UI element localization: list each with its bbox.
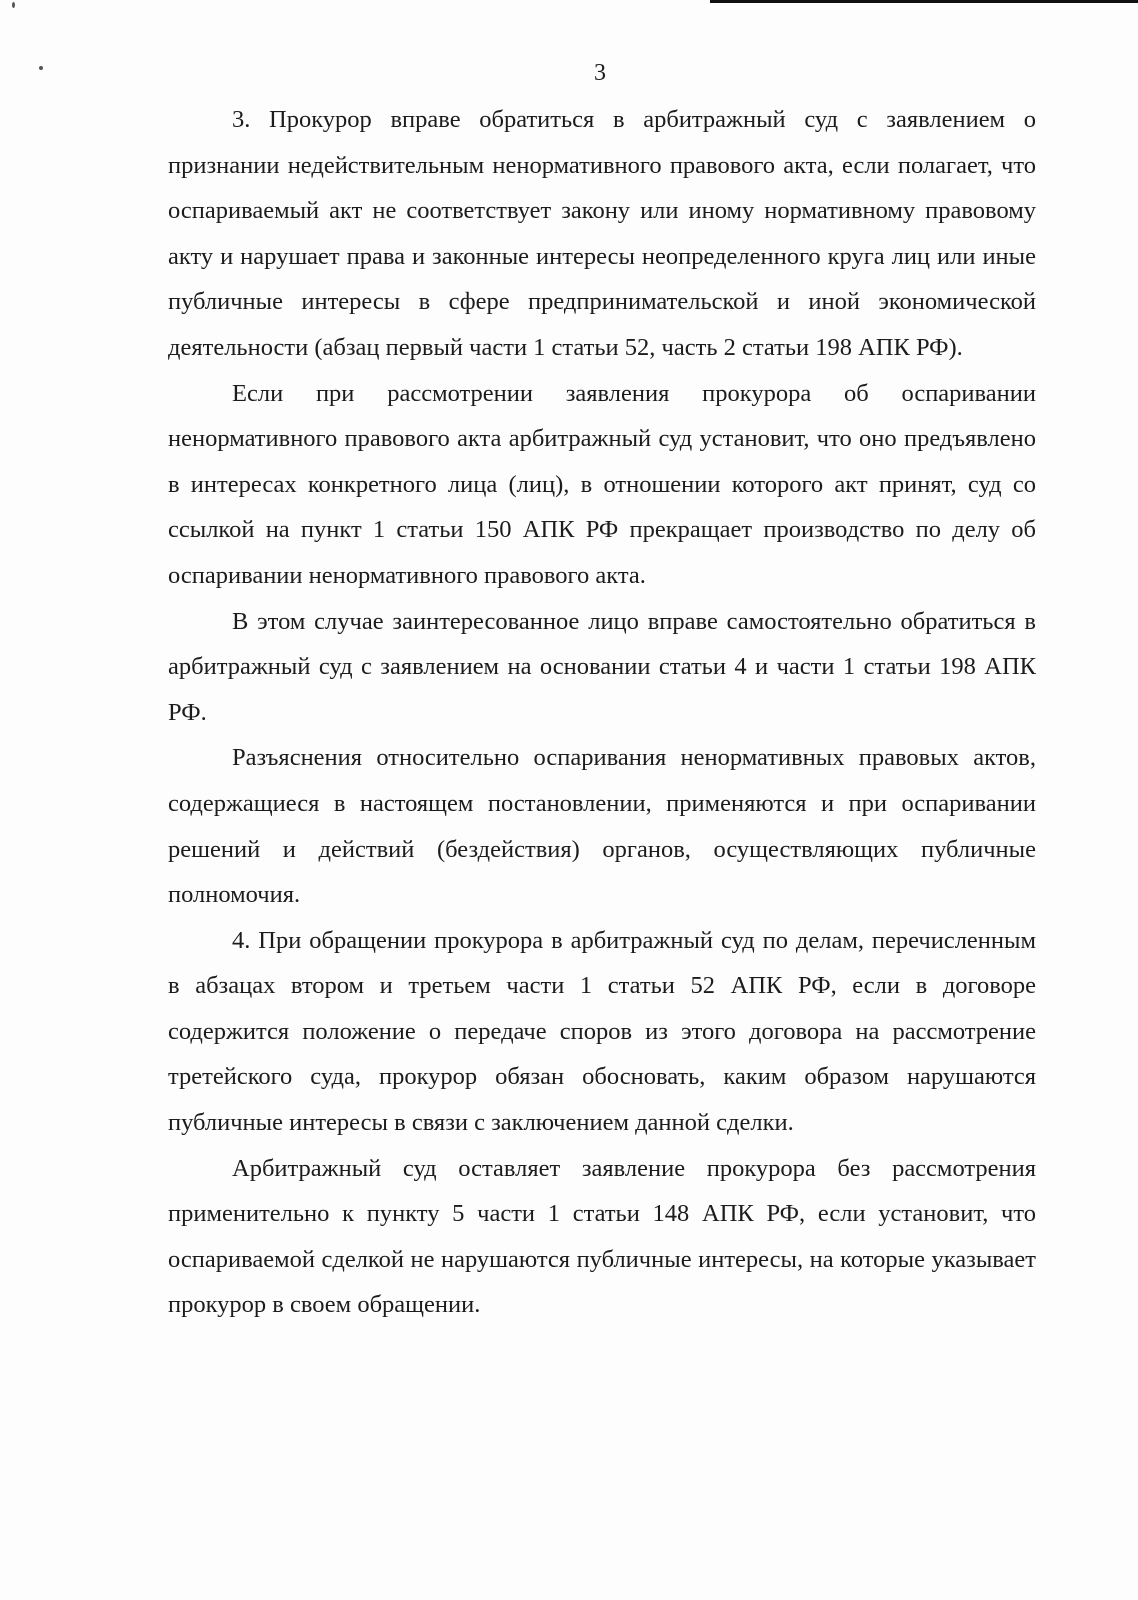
paragraph-5: 4. При обращении прокурора в арбитражный суд по делам, перечисленным в абзацах втором и третьем части 1 статьи 52 АПК РФ, если в договоре содержится положение о передаче споров из этого договора на рассмотрение третейского суда, прокурор обязан обосновать, каким образом нарушаются публичные интересы в связи с заключением данной сделки. [168,926,1036,1137]
paragraph-3: В этом случае заинтересованное лицо вправе самостоятельно обратиться в арбитражный суд с заявлением на основании статьи 4 и части 1 статьи 198 АПК РФ. [168,607,1036,726]
scan-speck [12,2,15,8]
paragraph-2: Если при рассмотрении заявления прокурора об оспаривании ненормативного правового акта арбитражный суд установит, что оно предъявлено в интересах конкретного лица (лиц), в отношении которого акт принят, суд со ссылкой на пункт 1 статьи 150 АПК РФ прекращает производство по делу об оспаривании ненормативного правового акта. [168,379,1036,589]
paragraph-4: Разъяснения относительно оспаривания ненормативных правовых актов, содержащиеся в настоящем постановлении, применяются и при оспаривании решений и действий (бездействия) органов, осуществляющих публичные полномочия. [168,744,1036,909]
paragraph-6: Арбитражный суд оставляет заявление прокурора без рассмотрения применительно к пункту 5 части 1 статьи 148 АПК РФ, если установит, что оспариваемой сделкой не нарушаются публичные интересы, на которые указывает прокурор в своем обращении. [168,1154,1036,1319]
scan-edge-mark [710,0,1138,3]
paragraph-1: 3. Прокурор вправе обратиться в арбитражный суд с заявлением о признании недействительным ненормативного правового акта, если полагает, что оспариваемый акт не соответствует закону или иному нормативному правовому акту и нарушает права и законные интересы неопределенного круга лиц или иные публичные интересы в сфере предпринимательской и иной экономической деятельности (абзац первый части 1 статьи 52, часть 2 статьи 198 АПК РФ). [168,106,1036,361]
document-body [168,97,1036,1328]
page-number: 3 [594,60,606,86]
